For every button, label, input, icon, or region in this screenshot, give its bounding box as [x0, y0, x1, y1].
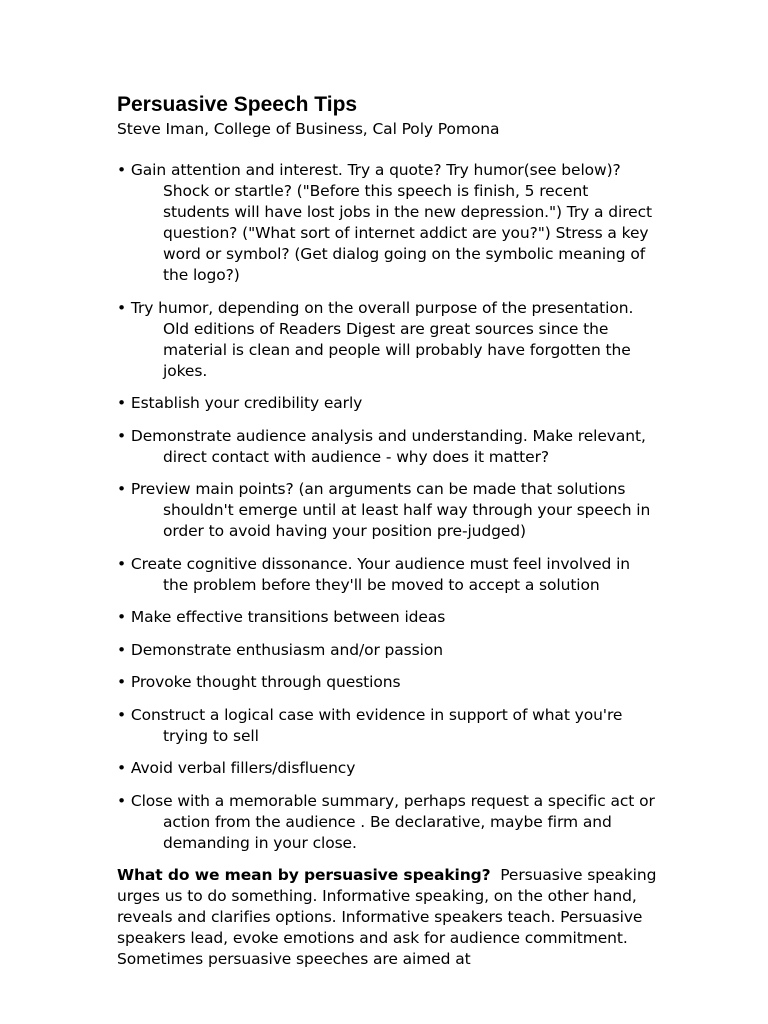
tip-text: Create cognitive dissonance. Your audience must feel involved in the problem before they'll be moved to accept a solution	[130, 554, 631, 594]
tip-text: Try humor, depending on the overall purpose of the presentation. Old editions of Readers Digest are great sources since the material is clean and people will probably have forgotten the jokes.	[130, 298, 634, 380]
tip-text: Provoke thought through questions	[130, 673, 401, 691]
list-item	[117, 791, 657, 854]
list-item	[117, 672, 657, 693]
list-item	[117, 758, 657, 779]
tip-text: Establish your credibility early	[130, 394, 363, 412]
bullet-marker: •	[117, 394, 127, 412]
list-item	[117, 393, 657, 414]
tip-text: Demonstrate enthusiasm and/or passion	[130, 640, 443, 659]
bullet-marker: •	[117, 759, 127, 777]
bullet-marker: •	[117, 608, 127, 626]
author-line: Steve Iman, College of Business, Cal Poly Pomona	[117, 120, 500, 138]
document-page	[117, 92, 657, 970]
tip-text: Construct a logical case with evidence in support of what you're trying to sell	[130, 705, 623, 745]
tip-text: Gain attention and interest. Try a quote? Try humor(see below)? Shock or startle? ("Before this speech is finish, 5 recent students will have lost jobs in the new depression.") Try a direct question? ("What sort of internet addict are you?") Stress a key word or symbol? (Get dialog going on the symbolic meaning of the logo?)	[130, 161, 652, 284]
bullet-marker: •	[117, 554, 127, 573]
list-item	[117, 426, 657, 468]
tip-text: Make effective transitions between ideas	[130, 608, 446, 626]
tip-text: Avoid verbal fillers/disfluency	[130, 759, 356, 777]
tip-text: Demonstrate audience analysis and understanding. Make relevant, direct contact with audience - why does it matter?	[130, 426, 646, 466]
list-item	[117, 554, 657, 596]
list-item	[117, 705, 657, 747]
bullet-marker: •	[117, 673, 127, 691]
list-item	[117, 607, 657, 628]
list-item	[117, 298, 657, 382]
list-item	[117, 160, 657, 286]
tips-list	[117, 160, 657, 854]
bullet-marker: •	[117, 298, 127, 317]
bullet-marker: •	[117, 161, 127, 179]
bullet-marker: •	[117, 791, 127, 810]
page-title: Persuasive Speech Tips	[117, 93, 358, 116]
bullet-marker: •	[117, 426, 127, 445]
list-item	[117, 640, 657, 661]
closing-body: Persuasive speaking urges us to do something. Informative speaking, on the other hand, reveals and clarifies options. Informative speakers teach. Persuasive speakers lead, evoke emotions and ask for audience commitment. Sometimes persuasive speeches are aimed at	[117, 866, 657, 968]
list-item	[117, 479, 657, 542]
bullet-marker: •	[117, 705, 127, 724]
closing-question: What do we mean by persuasive speaking?	[117, 866, 491, 884]
tip-text: Close with a memorable summary, perhaps request a specific act or action from the audience . Be declarative, maybe firm and demanding in your close.	[130, 791, 655, 852]
bullet-marker: •	[117, 480, 127, 498]
closing-paragraph	[117, 865, 657, 970]
bullet-marker: •	[117, 640, 127, 659]
tip-text: Preview main points? (an arguments can be made that solutions shouldn't emerge until at least half way through your speech in order to avoid having your position pre-judged)	[130, 480, 651, 540]
